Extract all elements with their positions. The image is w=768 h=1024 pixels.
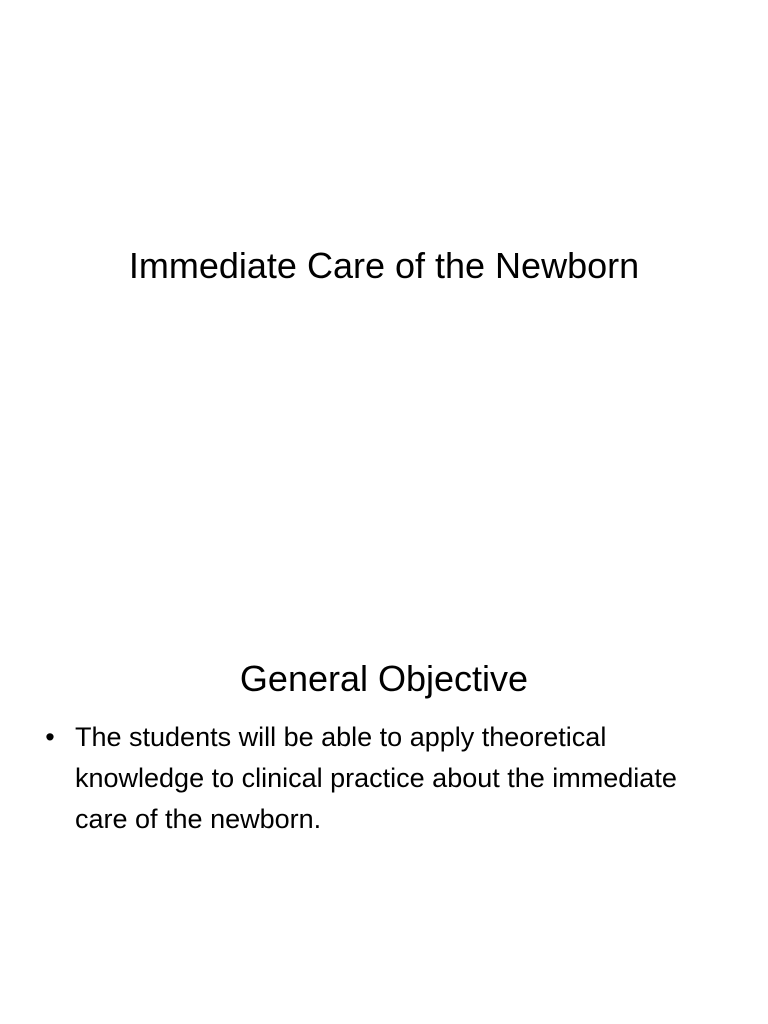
bullet-text: The students will be able to apply theoretical knowledge to clinical practice about the immediate care of the newborn. <box>75 722 677 834</box>
bullet-list <box>40 717 720 840</box>
slide-title: General Objective <box>239 657 529 699</box>
content-slide <box>0 512 768 1024</box>
bullet-item <box>40 717 720 840</box>
presentation-title: Immediate Care of the Newborn <box>128 245 640 287</box>
bullet-icon: • <box>45 722 55 752</box>
